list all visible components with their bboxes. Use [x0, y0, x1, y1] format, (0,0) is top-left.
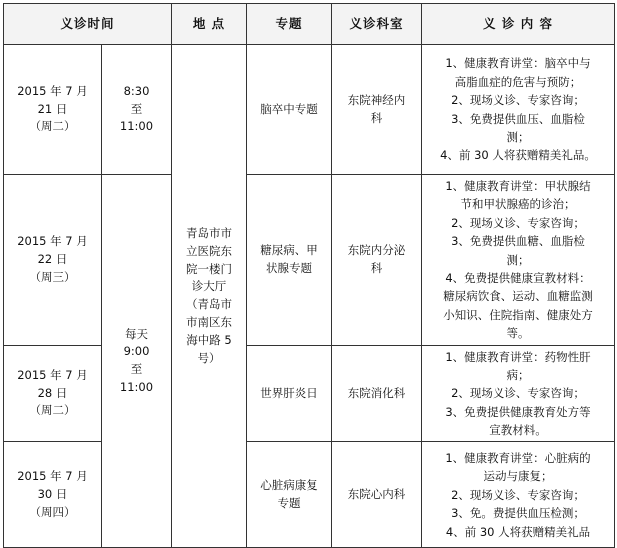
cell-line: 宣教材料。: [489, 423, 547, 438]
cell-line: 2、现场义诊、专家咨询；: [451, 215, 585, 230]
content-cell: [422, 45, 615, 175]
cell-line: 测；: [506, 129, 530, 144]
cell-line: 3、免费提供健康教育处方等: [445, 404, 591, 419]
cell-line: 东院消化科: [347, 385, 406, 400]
cell-line: 东院神经内: [347, 92, 406, 107]
cell-line: 28 日: [37, 385, 68, 400]
cell-line: 号）: [197, 350, 221, 365]
topic-cell: [247, 45, 332, 175]
cell-line: 2、现场义诊、专家咨询；: [451, 386, 585, 401]
cell-line: 世界肝炎日: [260, 385, 318, 400]
cell-line: 科: [370, 110, 383, 125]
content-cell: [422, 175, 615, 346]
cell-line: （周四）: [29, 504, 76, 519]
cell-line: 状腺专题: [266, 260, 313, 275]
table-row: [4, 45, 615, 175]
cell-line: 21 日: [37, 101, 68, 116]
cell-line: 4、前 30 人将获赠精美礼品。: [440, 148, 596, 163]
content-cell: [422, 442, 615, 548]
cell-line: 等。: [506, 326, 530, 341]
cell-line: （青岛市: [186, 297, 233, 312]
cell-line: 小知识、住院指南、健康处方: [443, 307, 593, 322]
time-cell: [102, 175, 172, 548]
cell-line: 2015 年 7 月: [17, 367, 88, 382]
department-cell: [332, 345, 422, 442]
table-row: [4, 345, 615, 442]
cell-line: 测；: [506, 252, 530, 267]
cell-line: 运动与康复；: [483, 469, 553, 484]
cell-line: （周二）: [29, 119, 76, 134]
clinic-schedule-table: [3, 3, 615, 548]
header-location: 地 点: [172, 4, 247, 45]
cell-line: 立医院东: [186, 243, 233, 258]
cell-line: 心脏病康复: [260, 478, 318, 493]
cell-line: 海中路 5: [186, 332, 232, 347]
cell-line: 青岛市市: [186, 225, 233, 240]
cell-line: 每天: [125, 326, 148, 341]
cell-line: 1、健康教育讲堂：甲状腺结: [445, 179, 591, 193]
cell-line: 11:00: [119, 119, 154, 134]
cell-line: 4、前 30 人将获赠精美礼品: [445, 524, 591, 539]
cell-line: 病；: [506, 367, 530, 382]
location-cell: [172, 45, 247, 548]
header-topic: 专题: [247, 4, 332, 45]
cell-line: 科: [370, 260, 383, 275]
topic-cell: [247, 442, 332, 548]
cell-line: 22 日: [37, 251, 68, 266]
cell-line: 3、免费提供血糖、血脂检: [451, 234, 585, 249]
header-content: 义 诊 内 容: [422, 4, 615, 45]
cell-line: 2015 年 7 月: [17, 234, 88, 249]
cell-line: 至: [130, 362, 143, 377]
cell-line: 2015 年 7 月: [17, 469, 88, 484]
date-cell: [4, 345, 102, 442]
department-cell: [332, 442, 422, 548]
content-cell: [422, 345, 615, 442]
date-cell: [4, 442, 102, 548]
header-time: 义诊时间: [4, 4, 172, 45]
cell-line: 高脂血症的危害与预防；: [454, 74, 582, 89]
cell-line: 1、健康教育讲堂：药物性肝: [445, 349, 591, 364]
department-cell: [332, 45, 422, 175]
cell-line: 3、免。费提供血压检测；: [451, 506, 585, 521]
cell-line: 至: [130, 101, 143, 116]
time-cell: [102, 45, 172, 175]
header-department: 义诊科室: [332, 4, 422, 45]
department-cell: [332, 175, 422, 346]
cell-line: 3、免费提供血压、血脂检: [451, 111, 585, 126]
cell-line: 糖尿病、甲: [260, 242, 318, 257]
cell-line: 2015 年 7 月: [17, 83, 88, 98]
cell-line: 9:00: [123, 344, 150, 359]
date-cell: [4, 175, 102, 346]
cell-line: 节和甲状腺癌的诊治；: [460, 197, 576, 212]
cell-line: 脑卒中专题: [260, 101, 318, 116]
cell-line: 1、健康教育讲堂：脑卒中与: [445, 56, 591, 71]
topic-cell: [247, 175, 332, 346]
table-row: [4, 175, 615, 346]
cell-line: 4、免费提供健康宣教材料：: [445, 270, 591, 285]
cell-line: （周三）: [29, 269, 76, 284]
table-row: [4, 442, 615, 548]
topic-cell: [247, 345, 332, 442]
cell-line: 院一楼门: [186, 261, 233, 276]
cell-line: 市南区东: [186, 315, 233, 330]
cell-line: （周二）: [29, 403, 76, 418]
cell-line: 2、现场义诊、专家咨询；: [451, 487, 585, 502]
cell-line: 专题: [277, 495, 301, 510]
cell-line: 8:30: [123, 83, 150, 98]
cell-line: 30 日: [37, 487, 68, 502]
cell-line: 东院内分泌: [347, 242, 406, 257]
cell-line: 东院心内科: [347, 487, 406, 502]
cell-line: 糖尿病饮食、运动、血糖监测: [443, 289, 593, 304]
date-cell: [4, 45, 102, 175]
cell-line: 2、现场义诊、专家咨询；: [451, 93, 585, 108]
cell-line: 1、健康教育讲堂：心脏病的: [445, 450, 591, 465]
cell-line: 11:00: [119, 380, 154, 395]
cell-line: 诊大厅: [191, 279, 227, 294]
